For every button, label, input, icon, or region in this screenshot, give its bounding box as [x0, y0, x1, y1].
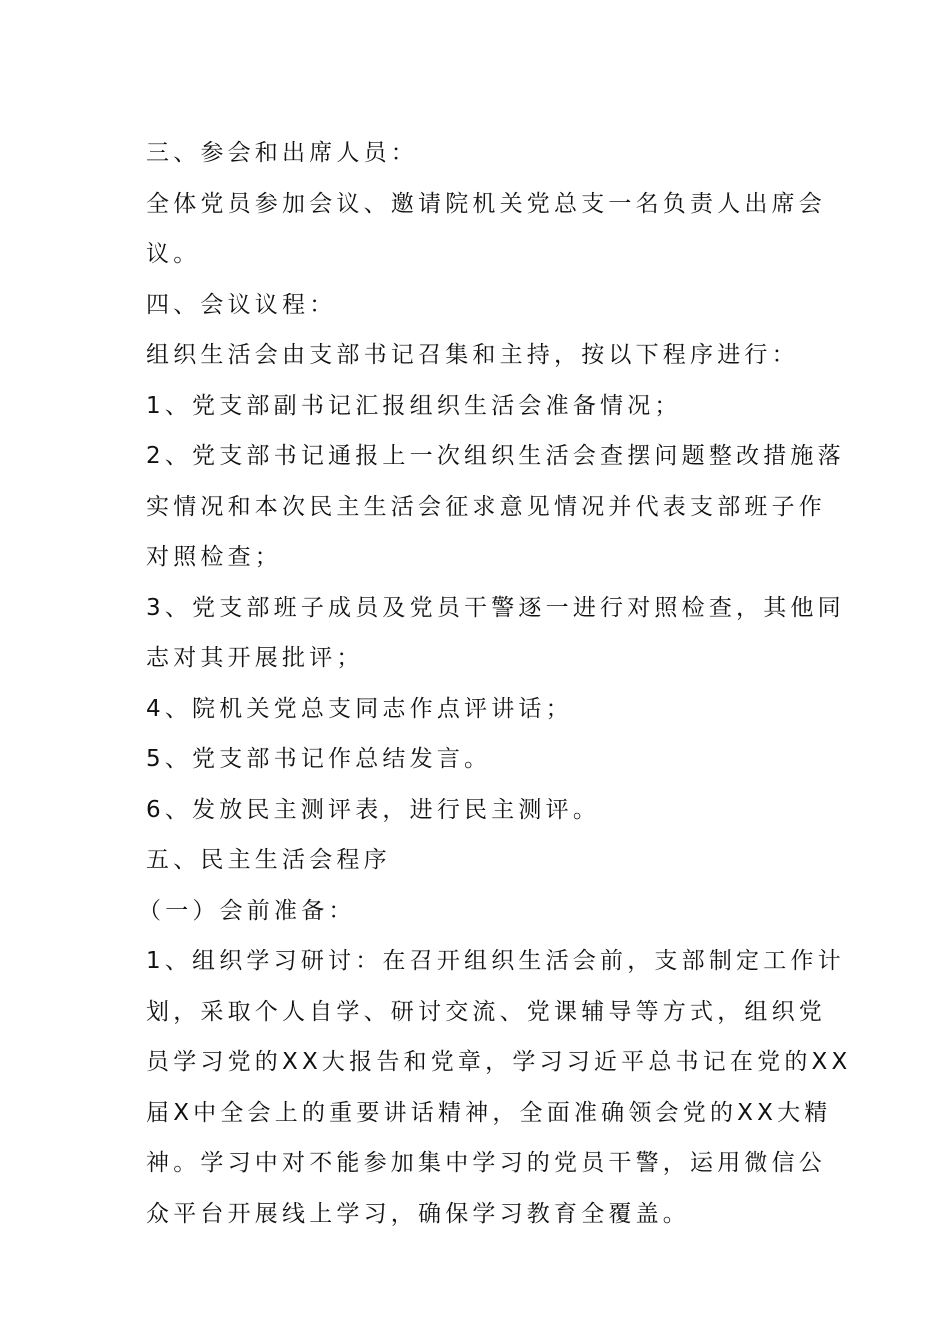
paragraph-line: 全体党员参加会议、邀请院机关党总支一名负责人出席会: [146, 190, 826, 217]
paragraph-line: 对照检查；: [146, 544, 282, 570]
agenda-item-6: 6、发放民主测评表，进行民主测评。: [146, 796, 601, 823]
document-body: [138, 128, 852, 1239]
paragraph-line: 划，采取个人自学、研讨交流、党课辅导等方式，组织党: [146, 998, 826, 1025]
paragraph-line: 众平台开展线上学习，确保学习教育全覆盖。: [146, 1200, 690, 1227]
paragraph-line: 实情况和本次民主生活会征求意见情况并代表支部班子作: [146, 493, 826, 520]
prep-item-1: 1、组织学习研讨：在召开组织生活会前，支部制定工作计: [146, 948, 845, 974]
section-heading-procedure: 五、民主生活会程序: [146, 847, 391, 873]
subsection-heading-preparation: （一）会前准备：: [138, 897, 356, 924]
paragraph-line: 议。: [146, 241, 201, 267]
paragraph-line: 组织生活会由支部书记召集和主持，按以下程序进行：: [146, 342, 799, 368]
agenda-item-3: 3、党支部班子成员及党员干警逐一进行对照检查，其他同: [146, 594, 845, 621]
paragraph-line: 员学习党的XX大报告和党章，学习习近平总书记在党的XX: [146, 1049, 852, 1075]
section-heading-attendees: 三、参会和出席人员：: [146, 140, 418, 166]
agenda-item-2: 2、党支部书记通报上一次组织生活会查摆问题整改措施落: [146, 443, 845, 469]
paragraph-line: 神。学习中对不能参加集中学习的党员干警，运用微信公: [146, 1150, 826, 1176]
paragraph-line: 届X中全会上的重要讲话精神，全面准确领会党的XX大精: [146, 1099, 832, 1126]
agenda-item-5: 5、党支部书记作总结发言。: [146, 746, 492, 772]
section-heading-agenda: 四、会议议程：: [146, 291, 337, 318]
agenda-item-1: 1、党支部副书记汇报组织生活会准备情况；: [146, 392, 682, 419]
agenda-item-4: 4、院机关党总支同志作点评讲话；: [146, 695, 573, 722]
paragraph-line: 志对其开展批评；: [146, 645, 364, 671]
